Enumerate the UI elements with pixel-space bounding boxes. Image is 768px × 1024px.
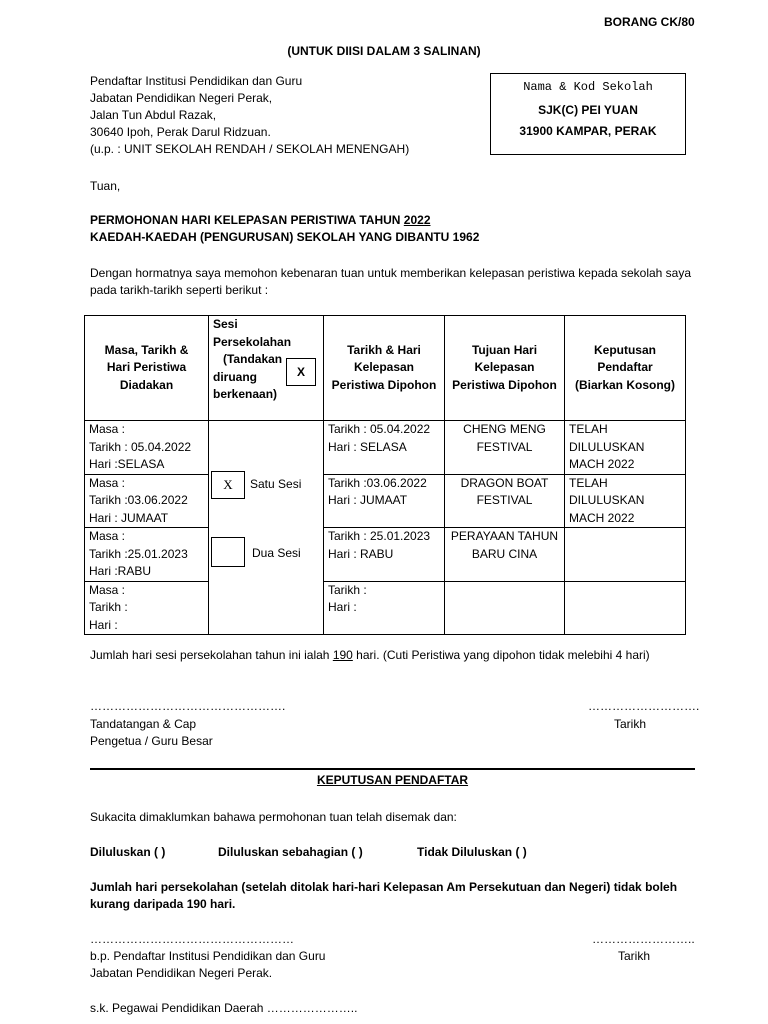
cell-text: MACH 2022 bbox=[569, 457, 635, 471]
signature-line: Tandatangan & Cap bbox=[90, 717, 197, 731]
addressee-line: 30640 Ipoh, Perak Darul Ridzuan. bbox=[90, 125, 271, 139]
cell-text: Masa : bbox=[89, 582, 126, 597]
addressee-line: Jalan Tun Abdul Razak, bbox=[90, 108, 217, 122]
event-cell bbox=[85, 474, 209, 528]
option-approved[interactable]: Diluluskan ( ) bbox=[90, 845, 166, 859]
cell-text: TELAH bbox=[569, 422, 608, 436]
header-holiday bbox=[324, 316, 445, 421]
cell-text: Tarikh : bbox=[328, 582, 367, 597]
signature-dots: …………………………………………. bbox=[90, 699, 286, 713]
school-name: SJK(C) PEI YUAN bbox=[538, 103, 638, 117]
purpose-cell bbox=[445, 474, 565, 528]
event-cell bbox=[85, 421, 209, 475]
subject-line-2: KAEDAH-KAEDAH (PENGURUSAN) SEKOLAH YANG DIBANTU 1962 bbox=[90, 230, 480, 244]
header-text: Diadakan bbox=[119, 377, 174, 392]
holiday-cell bbox=[324, 528, 445, 582]
cell-text: BARU CINA bbox=[471, 546, 538, 561]
school-location: 31900 KAMPAR, PERAK bbox=[519, 124, 657, 138]
decision-cell bbox=[565, 581, 686, 635]
header-text: Masa, Tarikh & bbox=[104, 342, 189, 357]
header-mark-box: X bbox=[286, 358, 316, 386]
purpose-cell bbox=[445, 421, 565, 475]
addressee-line: Pendaftar Institusi Pendidikan dan Guru bbox=[90, 74, 303, 88]
cell-text: MACH 2022 bbox=[569, 510, 635, 525]
cell-text: FESTIVAL bbox=[476, 493, 533, 507]
purpose-cell bbox=[445, 528, 565, 582]
table-row bbox=[85, 474, 686, 528]
satu-sesi-checkbox[interactable]: X bbox=[211, 471, 245, 499]
cc-line: s.k. Pegawai Pendidikan Daerah ………………….. bbox=[90, 1001, 358, 1015]
total-days-suffix: hari. (Cuti Peristiwa yang dipohon tidak melebihi 4 hari) bbox=[352, 648, 650, 662]
signature-line: Pengetua / Guru Besar bbox=[90, 734, 213, 748]
satu-sesi-label: Satu Sesi bbox=[250, 477, 302, 491]
header-session bbox=[209, 316, 324, 421]
cell-text: Masa : bbox=[89, 422, 126, 436]
header-text: Tarikh & Hari bbox=[347, 342, 421, 357]
registrar-line: b.p. Pendaftar Institusi Pendidikan dan Guru bbox=[90, 949, 326, 963]
decision-cell bbox=[565, 528, 686, 582]
registrar-signature-dots: …………………………………………… bbox=[90, 932, 294, 946]
cell-text: Tarikh :03.06.2022 bbox=[328, 475, 427, 490]
addressee-block bbox=[90, 73, 409, 158]
header-text: Peristiwa Dipohon bbox=[331, 377, 437, 392]
table-row bbox=[85, 528, 686, 582]
total-days-value: 190 bbox=[332, 648, 353, 662]
decision-title: KEPUTUSAN PENDAFTAR bbox=[316, 773, 469, 787]
form-code: BORANG CK/80 bbox=[604, 15, 695, 29]
total-days-prefix: Jumlah hari sesi persekolahan tahun ini ialah bbox=[90, 648, 333, 662]
subject-prefix: PERMOHONAN HARI KELEPASAN PERISTIWA TAHUN bbox=[90, 213, 404, 227]
subject-year: 2022 bbox=[403, 213, 431, 227]
cell-text: Masa : bbox=[89, 529, 126, 543]
header-decision bbox=[565, 316, 686, 421]
cell-text: Tarikh : 05.04.2022 bbox=[89, 439, 192, 454]
header-text: Keputusan bbox=[593, 342, 656, 357]
cell-text: Hari : SELASA bbox=[328, 439, 407, 454]
holiday-cell bbox=[324, 421, 445, 475]
cell-text: Tarikh : 25.01.2023 bbox=[328, 529, 431, 543]
cell-text: Hari : JUMAAT bbox=[328, 493, 408, 507]
date-dots: ………………………. bbox=[588, 699, 700, 713]
session-cell bbox=[209, 421, 324, 635]
cell-text: DILULUSKAN bbox=[569, 439, 645, 454]
header-text: berkenaan) bbox=[213, 387, 278, 401]
decision-note: Jumlah hari persekolahan (setelah ditolak hari-hari Kelepasan Am Persekutuan dan Negeri) tidak boleh kurang daripada 190 hari. bbox=[90, 880, 678, 911]
registrar-date-label: Tarikh bbox=[618, 949, 651, 963]
intro-paragraph: Dengan hormatnya saya memohon kebenaran tuan untuk memberikan kelepasan peristiwa kepada sekolah saya pada tarikh-tarikh seperti berikut : bbox=[90, 266, 692, 297]
section-divider bbox=[90, 768, 695, 770]
cell-text: Hari : JUMAAT bbox=[89, 510, 169, 525]
header-text: (Tandakan bbox=[223, 352, 283, 366]
decision-cell bbox=[565, 474, 686, 528]
event-cell bbox=[85, 528, 209, 582]
decision-cell bbox=[565, 421, 686, 475]
registrar-date-dots: …………………….. bbox=[592, 932, 695, 946]
table-row bbox=[85, 581, 686, 635]
event-cell bbox=[85, 581, 209, 635]
registrar-signature-label bbox=[90, 948, 325, 982]
cell-text: TELAH bbox=[569, 475, 608, 490]
addressee-line: Jabatan Pendidikan Negeri Perak, bbox=[90, 91, 273, 105]
cell-text: DILULUSKAN bbox=[569, 493, 645, 507]
dua-sesi-checkbox[interactable] bbox=[211, 537, 245, 567]
registrar-line: Jabatan Pendidikan Negeri Perak. bbox=[90, 966, 273, 980]
header-text: Persekolahan bbox=[213, 334, 292, 349]
header-text: Peristiwa Dipohon bbox=[452, 377, 557, 392]
cell-text: Hari : bbox=[89, 617, 118, 632]
subject bbox=[90, 212, 479, 246]
cell-text: FESTIVAL bbox=[476, 439, 533, 454]
cell-text: Hari :RABU bbox=[89, 564, 152, 578]
subject-line-1 bbox=[90, 212, 479, 229]
holiday-cell bbox=[324, 581, 445, 635]
cell-text: Hari : bbox=[328, 600, 357, 614]
header-text: Kelepasan bbox=[353, 360, 415, 375]
header-text: Hari Peristiwa bbox=[106, 360, 187, 375]
header-purpose bbox=[445, 316, 565, 421]
copies-note: (UNTUK DIISI DALAM 3 SALINAN) bbox=[287, 44, 481, 58]
school-info-box bbox=[490, 73, 686, 155]
cell-text: Tarikh :25.01.2023 bbox=[89, 546, 188, 561]
cell-text: Tarikh :03.06.2022 bbox=[89, 493, 188, 507]
header-event bbox=[85, 316, 209, 421]
header-text: diruang bbox=[213, 369, 257, 384]
total-days-line bbox=[90, 647, 650, 664]
decision-intro: Sukacita dimaklumkan bahawa permohonan tuan telah disemak dan: bbox=[90, 810, 457, 824]
cell-text: CHENG MENG bbox=[463, 422, 546, 436]
cell-text: DRAGON BOAT bbox=[460, 475, 549, 490]
cell-text: Tarikh : bbox=[89, 600, 128, 614]
purpose-cell bbox=[445, 581, 565, 635]
header-text: Sesi bbox=[213, 317, 238, 331]
header-text: Kelepasan bbox=[474, 360, 535, 375]
cell-text: PERAYAAN TAHUN bbox=[450, 529, 559, 543]
salutation: Tuan, bbox=[90, 179, 121, 193]
addressee-line: (u.p. : UNIT SEKOLAH RENDAH / SEKOLAH MENENGAH) bbox=[90, 142, 410, 156]
signature-label bbox=[90, 716, 213, 750]
cell-text: Hari :SELASA bbox=[89, 457, 165, 471]
cell-text: Tarikh : 05.04.2022 bbox=[328, 422, 431, 436]
dua-sesi-label: Dua Sesi bbox=[252, 546, 301, 560]
table-row bbox=[85, 421, 686, 475]
header-text: Tujuan Hari bbox=[471, 342, 538, 357]
option-partially-approved[interactable]: Diluluskan sebahagian ( ) bbox=[218, 845, 363, 859]
cell-text: Masa : bbox=[89, 475, 126, 490]
header-text: (Biarkan Kosong) bbox=[574, 377, 675, 392]
date-label: Tarikh bbox=[614, 717, 647, 731]
table-header-row bbox=[85, 316, 686, 421]
cell-text: Hari : RABU bbox=[328, 546, 394, 561]
school-box-label: Nama & Kod Sekolah bbox=[523, 80, 653, 94]
holiday-cell bbox=[324, 474, 445, 528]
header-text: Pendaftar bbox=[597, 360, 653, 375]
option-not-approved[interactable]: Tidak Diluluskan ( ) bbox=[417, 845, 527, 859]
request-table bbox=[84, 315, 686, 635]
